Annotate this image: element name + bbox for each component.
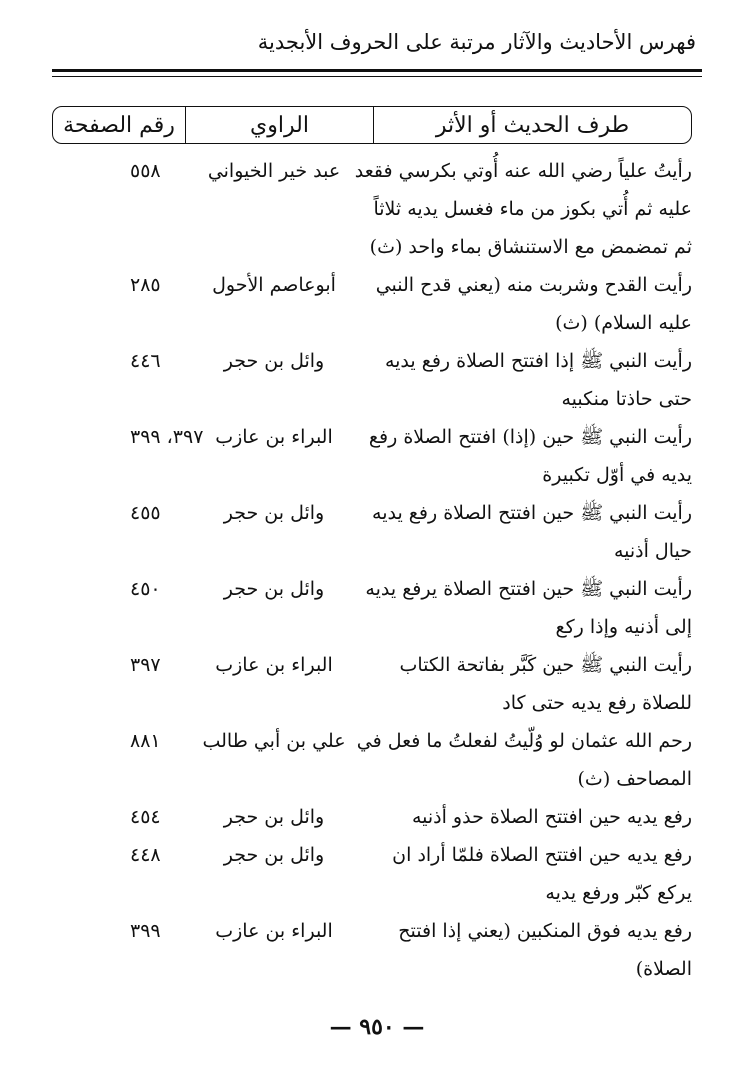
hadith-line: رأيت النبي ﷺ حين افتتح الصلاة يرفع يديه (365, 578, 692, 600)
hadith-line: رأيت النبي ﷺ حين كَبَّر بفاتحة الكتاب (399, 654, 692, 676)
head-rule-thin (52, 76, 702, 77)
page-folio: — ٩٥٠ — (329, 1014, 425, 1040)
head-rule-thick (52, 69, 702, 72)
hadith-line: رحم الله عثمان لو وُلّيتُ لفعلتُ ما فعل في (356, 730, 692, 752)
column-header-page: رقم الصفحة (63, 112, 175, 138)
page-reference: ٤٥٠ (130, 578, 161, 600)
index-entry (52, 342, 692, 418)
narrator-name: وائل بن حجر (223, 806, 325, 828)
hadith-line: المصاحف (ث) (577, 768, 692, 790)
index-entry (52, 722, 692, 798)
hadith-line: ثم تمضمض مع الاستنشاق بماء واحد (ث) (369, 236, 692, 258)
hadith-line: رأيت النبي ﷺ حين افتتح الصلاة رفع يديه (372, 502, 692, 524)
narrator-name: وائل بن حجر (223, 844, 325, 866)
page-reference: ٤٤٨ (130, 844, 161, 866)
hadith-line: إلى أذنيه وإذا ركع (555, 616, 692, 638)
hadith-line: يركع كبّر ورفع يديه (545, 882, 692, 904)
page-reference: ٣٩٩ (130, 920, 161, 942)
page-reference: ٤٥٤ (130, 806, 161, 828)
page-reference: ٨٨١ (130, 730, 161, 752)
narrator-name: وائل بن حجر (223, 350, 325, 372)
hadith-text (354, 152, 692, 266)
index-entry (52, 152, 692, 266)
hadith-text (365, 570, 692, 646)
hadith-line: رفع يديه فوق المنكبين (يعني إذا افتتح (398, 920, 692, 942)
narrator-name: وائل بن حجر (223, 578, 325, 600)
hadith-line: الصلاة) (635, 958, 692, 980)
page-reference: ٥٥٨ (130, 160, 161, 182)
hadith-text (372, 798, 692, 836)
running-head: فهرس الأحاديث والآثار مرتبة على الحروف الأبجدية (257, 30, 696, 54)
page-reference: ٣٩٧ (130, 654, 161, 676)
index-entry (52, 646, 692, 722)
hadith-line: يديه في أوّل تكبيرة (542, 464, 692, 486)
hadith-line: رأيت القدح وشربت منه (يعني قدح النبي (375, 274, 692, 296)
column-header-narrator: الراوي (185, 107, 373, 143)
narrator-name: البراء بن عازب (215, 426, 333, 448)
page-reference: ٣٩٧، ٣٩٩ (130, 426, 204, 448)
hadith-line: رأيت النبي ﷺ إذا افتتح الصلاة رفع يديه (384, 350, 692, 372)
index-entry (52, 266, 692, 342)
hadith-text (368, 418, 692, 494)
hadith-line: حتى حاذتا منكبيه (561, 388, 692, 410)
hadith-line: للصلاة رفع يديه حتى كاد (502, 692, 692, 714)
entries-list (52, 152, 692, 988)
hadith-text (372, 266, 692, 342)
index-entry (52, 494, 692, 570)
hadith-line: رأيت النبي ﷺ حين (إذا) افتتح الصلاة رفع (368, 426, 692, 448)
narrator-name: أبوعاصم الأحول (212, 274, 336, 296)
narrator-name: عبد خير الخيواني (207, 160, 341, 182)
hadith-line: رفع يديه حين افتتح الصلاة حذو أذنيه (411, 806, 692, 828)
hadith-text (356, 722, 692, 798)
column-header-hadith: طرف الحديث أو الأثر (373, 107, 691, 143)
index-entry (52, 798, 692, 836)
page-reference: ٤٥٥ (130, 502, 161, 524)
page-reference: ٢٨٥ (130, 274, 161, 296)
index-entry (52, 418, 692, 494)
hadith-text (372, 342, 692, 418)
hadith-line: رفع يديه حين افتتح الصلاة فلمّا أراد ان (392, 844, 692, 866)
hadith-line: عليه السلام) (ث) (555, 312, 692, 334)
index-entry (52, 912, 692, 988)
narrator-name: البراء بن عازب (215, 920, 333, 942)
hadith-line: عليه ثم أُتي بكوز من ماء فغسل يديه ثلاثاً (373, 198, 692, 220)
hadith-text (372, 836, 692, 912)
hadith-text (372, 494, 692, 570)
hadith-line: حيال أذنيه (613, 540, 692, 562)
page-reference: ٤٤٦ (130, 350, 161, 372)
narrator-name: البراء بن عازب (215, 654, 333, 676)
hadith-line: رأيتُ علياً رضي الله عنه أُوتي بكرسي فقعد (354, 160, 692, 182)
hadith-text (372, 646, 692, 722)
index-entry (52, 570, 692, 646)
narrator-name: علي بن أبي طالب (202, 730, 346, 752)
index-entry (52, 836, 692, 912)
column-header (52, 106, 692, 144)
narrator-name: وائل بن حجر (223, 502, 325, 524)
hadith-text (372, 912, 692, 988)
